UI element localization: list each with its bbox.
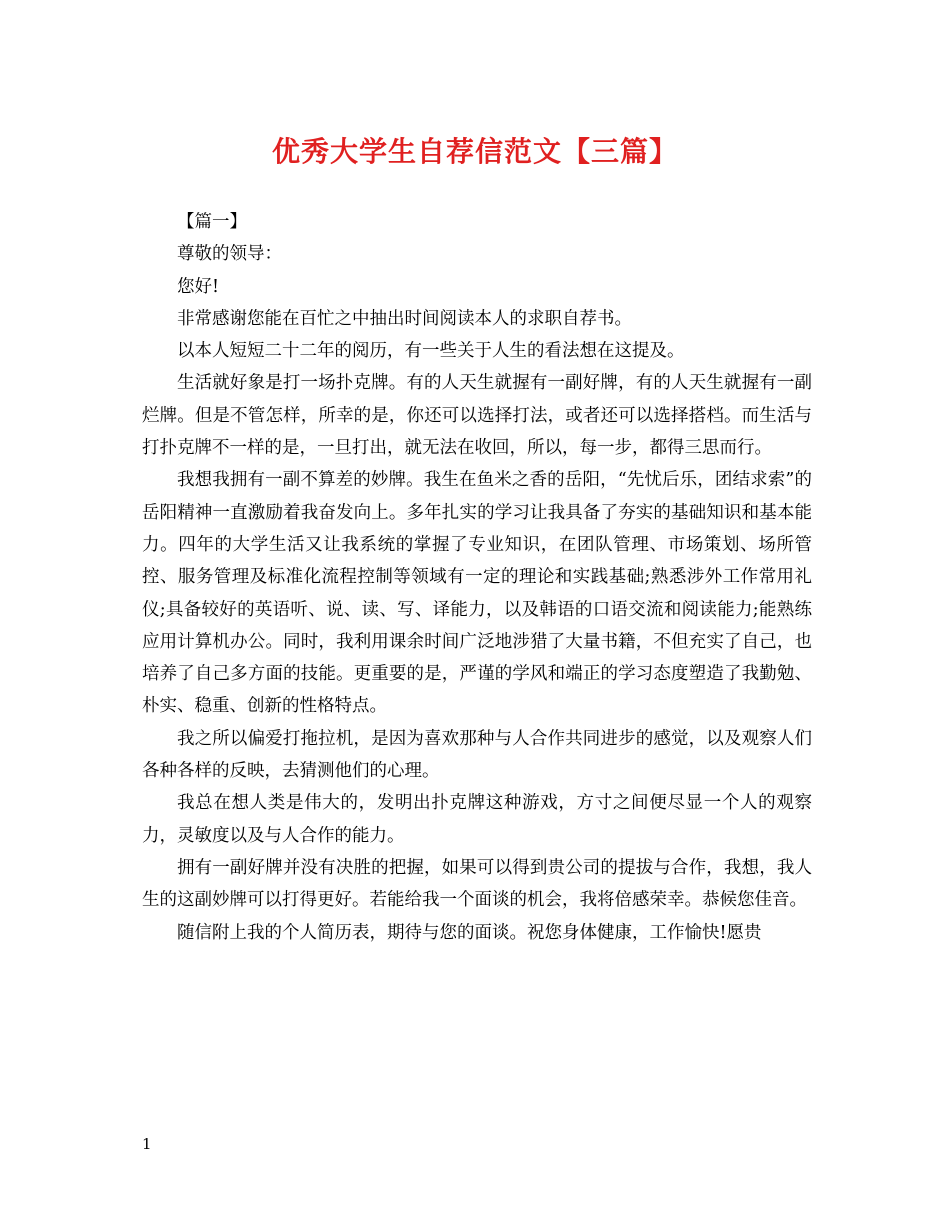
page-number: 1 [142, 1135, 152, 1153]
paragraph: 拥有一副好牌并没有决胜的把握，如果可以得到贵公司的提拔与合作，我想，我人生的这副妙牌可以打得更好。若能给我一个面谈的机会，我将倍感荣幸。恭候您佳音。 [142, 857, 812, 911]
paragraph: 生活就好象是打一场扑克牌。有的人天生就握有一副好牌，有的人天生就握有一副烂牌。但是不管怎样，所幸的是，你还可以选择打法，或者还可以选择搭档。而生活与打扑克牌不一样的是，一旦打出，就无法在收回，所以，每一步，都得三思而行。 [142, 373, 812, 459]
document-title: 优秀大学生自荐信范文【三篇】 [271, 135, 678, 168]
paragraph: 我想我拥有一副不算差的妙牌。我生在鱼米之香的岳阳，“先忧后乐，团结求索”的岳阳精神一直激励着我奋发向上。多年扎实的学习让我具备了夯实的基础知识和基本能力。四年的大学生活又让我系统的掌握了专业知识，在团队管理、市场策划、场所管控、服务管理及标准化流程控制等领域有一定的理论和实践基础;熟悉涉外工作常用礼仪;具备较好的英语听、说、读、写、译能力，以及韩语的口语交流和阅读能力;能熟练应用计算机办公。同时，我利用课余时间广泛地涉猎了大量书籍，不但充实了自己，也培养了自己多方面的技能。更重要的是，严谨的学风和端正的学习态度塑造了我勤勉、朴实、稳重、创新的性格特点。 [142, 470, 812, 717]
paragraph: 非常感谢您能在百忙之中抽出时间阅读本人的求职自荐书。 [177, 308, 632, 329]
document-body [142, 206, 812, 949]
salutation: 尊敬的领导： [177, 244, 282, 265]
paragraph: 我之所以偏爱打拖拉机，是因为喜欢那种与人合作共同进步的感觉，以及观察人们各种各样的反映，去猜测他们的心理。 [142, 728, 812, 782]
section-heading: 【篇一】 [177, 212, 247, 232]
paragraph: 以本人短短二十二年的阅历，有一些关于人生的看法想在这提及。 [177, 341, 685, 362]
greeting: 您好! [177, 276, 220, 297]
paragraph: 随信附上我的个人简历表，期待与您的面谈。祝您身体健康，工作愉快!愿贵 [177, 922, 762, 943]
paragraph: 我总在想人类是伟大的，发明出扑克牌这种游戏，方寸之间便尽显一个人的观察力，灵敏度以及与人合作的能力。 [142, 793, 812, 846]
